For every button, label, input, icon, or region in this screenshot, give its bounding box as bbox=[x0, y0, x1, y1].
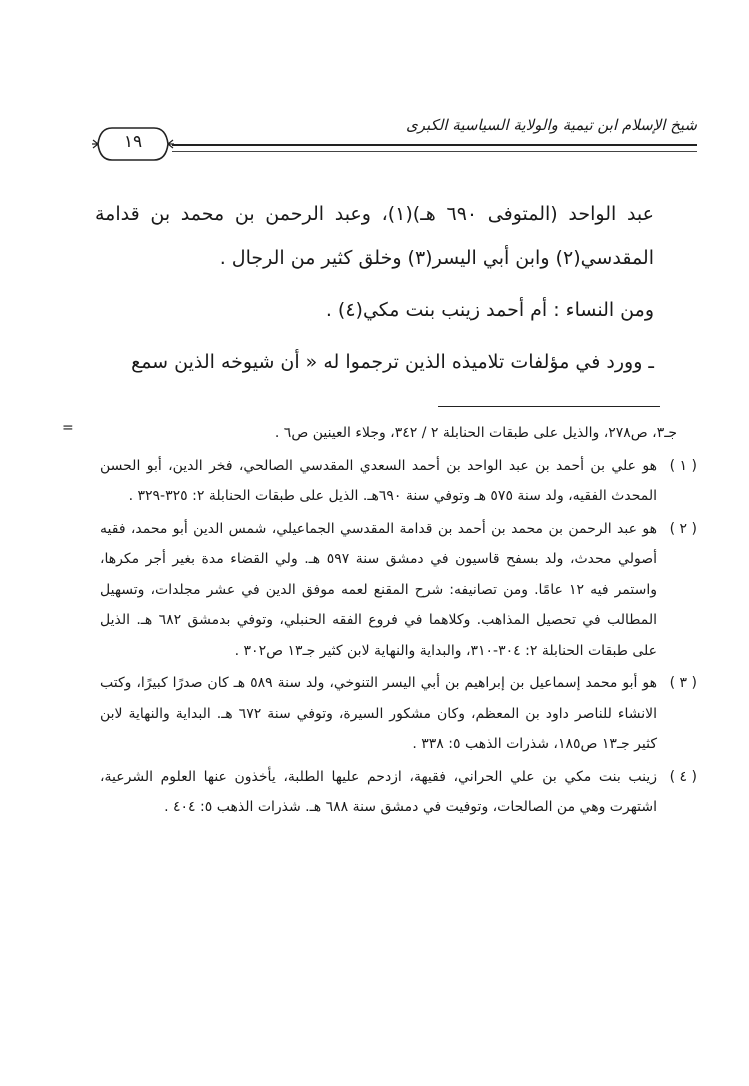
footnote-continuation: جـ٣، ص٢٧٨، والذيل على طبقات الحنابلة ٢ / ٣٤٢، وجلاء العينين ص٦ . bbox=[274, 425, 677, 441]
body-paragraph-1: عبد الواحد (المتوفى ٦٩٠ هـ)(١)، وعبد الرحمن بن محمد بن قدامة المقدسي(٢) وابن أبي اليسر(٣) وخلق كثير من الرجال . bbox=[95, 203, 654, 269]
running-title: شيخ الإسلام ابن تيمية والولاية السياسية الكبرى bbox=[405, 116, 697, 134]
footnote-number: ( ٤ ) bbox=[669, 768, 697, 785]
footnote-2 bbox=[100, 514, 697, 667]
footnote-text: هو أبو محمد إسماعيل بن إبراهيم بن أبي اليسر التنوخي، ولد سنة ٥٨٩ هـ كان صدرًا كبيرًا، وكتب الانشاء للناصر داود بن المعظم، وكان مشكور السيرة، وتوفي سنة ٦٧٢ هـ. البداية والنهاية لابن كثير جـ١٣ ص١٨٥، شذرات الذهب ٥: ٣٣٨ . bbox=[100, 675, 657, 752]
header-rule bbox=[172, 144, 697, 152]
page-number: ١٩ bbox=[123, 132, 143, 152]
footnote-4 bbox=[100, 762, 697, 823]
body-paragraph-3: ـ وورد في مؤلفات تلاميذه الذين ترجموا له « أن شيوخه الذين سمع bbox=[131, 351, 654, 373]
footnotes-section bbox=[100, 418, 697, 825]
page-number-ornament bbox=[92, 124, 174, 164]
footnote-text: هو علي بن أحمد بن عبد الواحد بن أحمد السعدي المقدسي الصالحي، فخر الدين، أبو الحسن المحدث الفقيه، ولد سنة ٥٧٥ هـ وتوفي سنة ٦٩٠هـ. الذيل على طبقات الحنابلة ٢: ٣٢٥-٣٢٩ . bbox=[100, 457, 657, 504]
footnote-number: ( ٢ ) bbox=[669, 520, 697, 537]
continuation-mark: = bbox=[62, 420, 74, 436]
footnote-separator bbox=[438, 406, 660, 407]
main-body-text bbox=[95, 192, 654, 384]
footnote-number: ( ٣ ) bbox=[669, 675, 697, 691]
footnote-3 bbox=[100, 668, 697, 760]
body-paragraph-2: ومن النساء : أم أحمد زينب بنت مكي(٤) . bbox=[325, 299, 654, 321]
footnote-1 bbox=[100, 451, 697, 512]
footnote-text: زينب بنت مكي بن علي الحراني، فقيهة، ازدحم عليها الطلبة، يأخذون عنها العلوم الشرعية، اشتهرت وهي من الصالحات، وتوفيت في دمشق سنة ٦٨٨ هـ. شذرات الذهب ٥: ٤٠٤ . bbox=[100, 768, 657, 815]
footnote-number: ( ١ ) bbox=[669, 457, 697, 474]
footnote-text: هو عبد الرحمن بن محمد بن أحمد بن قدامة المقدسي الجماعيلي، شمس الدين أبو محمد، فقيه أصولي محدث، ولد بسفح قاسيون في دمشق سنة ٥٩٧ هـ. ولي القضاء مدة بغير أجر مكرها، واستمر فيه ١٢ عامًا. ومن تصانيفه: شرح المقنع لعمه موفق الدين في عشر مجلدات، وتسهيل المطالب في تحصيل المذاهب. وكلاهما في فروع الفقه الحنبلي، وتوفي بدمشق ٦٨٢ هـ. الذيل على طبقات الحنابلة ٢: ٣٠٤-٣١٠، والبداية والنهاية لابن كثير جـ١٣ ص٣٠٢ . bbox=[100, 520, 658, 659]
